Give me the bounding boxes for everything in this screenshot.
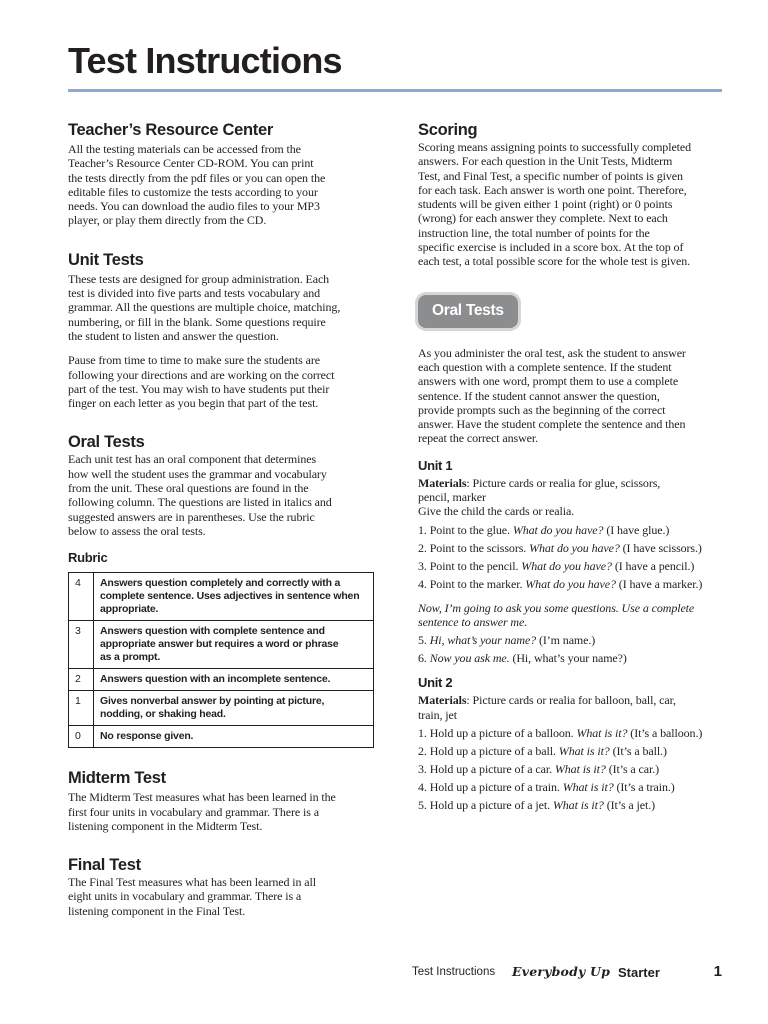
item-number: 4. bbox=[418, 576, 427, 591]
section-heading: Teacher’s Resource Center bbox=[68, 121, 273, 139]
item-answer: (I have scissors.) bbox=[622, 540, 702, 555]
item-answer: (It’s a car.) bbox=[608, 761, 660, 776]
oral-intro bbox=[418, 346, 724, 446]
note-text: sentence to answer me. bbox=[418, 614, 528, 629]
item-number: 2. bbox=[418, 743, 427, 758]
footer-level: Starter bbox=[618, 965, 660, 980]
list-item bbox=[418, 557, 724, 575]
text-line: test is divided into five parts and tests vocabulary and bbox=[68, 286, 321, 301]
item-text: Point to the glue. bbox=[429, 522, 510, 537]
text-line: listening component in the Final Test. bbox=[68, 903, 246, 918]
rubric-line: Gives nonverbal answer by pointing at picture, bbox=[100, 695, 325, 708]
text-line: Pause from time to time to make sure the students are bbox=[68, 353, 320, 368]
rubric-line: Answers question with complete sentence and bbox=[100, 625, 325, 638]
list-item bbox=[418, 796, 724, 814]
text-line: specific exercise is included in a score box. At the top of bbox=[418, 240, 684, 255]
title-divider bbox=[68, 89, 722, 92]
item-answer: (I’m name.) bbox=[538, 633, 596, 648]
text-line: provide prompts such as the beginning of the correct bbox=[418, 402, 666, 417]
item-text: Hold up a picture of a car. bbox=[429, 761, 552, 776]
rubric-description bbox=[94, 620, 374, 668]
text-line: Teacher’s Resource Center CD-ROM. You can print bbox=[68, 156, 314, 171]
materials-text: : Picture cards or realia for glue, scissors, bbox=[466, 475, 661, 490]
text-line: These tests are designed for group administration. Each bbox=[68, 271, 330, 286]
note-line bbox=[418, 601, 724, 615]
page-number: 1 bbox=[713, 963, 722, 980]
materials-text: : Picture cards or realia for balloon, ball, car, bbox=[466, 693, 676, 708]
rubric-score: 0 bbox=[68, 725, 94, 748]
materials-line bbox=[418, 693, 724, 707]
section-heading: Scoring bbox=[418, 121, 478, 139]
footer-brand: Everybody Up bbox=[512, 964, 611, 979]
item-answer: (It’s a train.) bbox=[616, 779, 675, 794]
materials-label: Materials bbox=[418, 475, 467, 490]
rubric-line: appropriate answer but requires a word or phrase bbox=[100, 638, 339, 651]
list-item bbox=[418, 778, 724, 796]
rubric-line: Answers question completely and correctly with a bbox=[100, 577, 341, 590]
text-line: below to assess the oral tests. bbox=[68, 523, 206, 538]
rubric-table bbox=[68, 572, 374, 748]
text-line: following column. The questions are listed in italics and bbox=[68, 495, 332, 510]
item-text: Hold up a picture of a balloon. bbox=[429, 725, 574, 740]
list-item bbox=[418, 575, 724, 593]
item-answer: (I have a pencil.) bbox=[614, 558, 695, 573]
item-number: 3. bbox=[418, 558, 427, 573]
text-line: As you administer the oral test, ask the student to answer bbox=[418, 345, 686, 360]
item-number: 6. bbox=[418, 651, 427, 666]
text-line: suggested answers are in parentheses. Use the rubric bbox=[68, 509, 315, 524]
rubric-score: 2 bbox=[68, 668, 94, 690]
oral-tests-section bbox=[68, 432, 378, 538]
text-line: for each task. Each answer is worth one point. Therefore, bbox=[418, 182, 687, 197]
unit-tests-section bbox=[68, 250, 378, 411]
rubric-heading: Rubric bbox=[68, 550, 108, 566]
text-line: listening component in the Midterm Test. bbox=[68, 818, 263, 833]
rubric-description bbox=[94, 725, 374, 748]
item-question: What is it? bbox=[552, 797, 604, 812]
item-number: 1. bbox=[418, 725, 427, 740]
table-row bbox=[68, 620, 374, 668]
item-question: Hi, what’s your name? bbox=[429, 633, 537, 648]
rubric-description bbox=[94, 572, 374, 620]
note-line bbox=[418, 615, 724, 629]
list-item bbox=[418, 760, 724, 778]
text-line: answers. For each question in the Unit Tests, Midterm bbox=[418, 154, 673, 169]
list-item bbox=[418, 649, 724, 667]
instruction-line: Give the child the cards or realia. bbox=[418, 504, 575, 519]
final-section bbox=[68, 855, 378, 918]
text-line: following your directions and are working on the correct bbox=[68, 367, 335, 382]
text-line: repeat the correct answer. bbox=[418, 431, 538, 446]
item-number: 5. bbox=[418, 797, 427, 812]
text-line: All the testing materials can be accessed from the bbox=[68, 142, 301, 156]
materials-line: train, jet bbox=[418, 707, 457, 722]
item-question: What do you have? bbox=[529, 540, 620, 555]
materials-line: pencil, marker bbox=[418, 490, 486, 505]
list-item bbox=[418, 521, 724, 539]
text-line: first four units in vocabulary and grammar. There is a bbox=[68, 804, 319, 819]
item-text: Point to the scissors. bbox=[429, 540, 527, 555]
table-row bbox=[68, 572, 374, 620]
text-line: the student to listen and answer the question. bbox=[68, 328, 279, 343]
item-answer: (It’s a jet.) bbox=[606, 797, 656, 812]
item-text: Point to the marker. bbox=[429, 576, 523, 591]
table-row bbox=[68, 725, 374, 748]
rubric-score: 4 bbox=[68, 572, 94, 620]
text-line: numbering, or fill in the blank. Some questions require bbox=[68, 314, 326, 329]
text-line: from the unit. These oral questions are found in the bbox=[68, 481, 309, 496]
rubric-description bbox=[94, 690, 374, 725]
text-line: each question with a complete sentence. If the student bbox=[418, 359, 672, 374]
rubric-line: complete sentence. Uses adjectives in sentence when bbox=[100, 590, 360, 603]
rubric-line: Answers question with an incomplete sentence. bbox=[100, 673, 331, 686]
item-answer: (I have a marker.) bbox=[618, 576, 703, 591]
text-line: how well the student uses the grammar and vocabulary bbox=[68, 466, 327, 481]
section-heading: Oral Tests bbox=[68, 433, 145, 452]
item-question: What do you have? bbox=[525, 576, 616, 591]
note-text: Now, I’m going to ask you some questions. Use a complete bbox=[418, 600, 695, 615]
text-line: answers with one word, prompt them to use a complete bbox=[418, 374, 679, 389]
text-line: answer. Have the student complete the sentence and then bbox=[418, 417, 686, 432]
text-line: students will be given either 1 point (right) or 0 points bbox=[418, 197, 673, 212]
rubric-line: nodding, or shaking head. bbox=[100, 708, 226, 721]
text-line: instruction line, the total number of points for the bbox=[418, 225, 650, 240]
right-column bbox=[418, 120, 724, 814]
oral-tests-badge: Oral Tests bbox=[418, 295, 518, 328]
item-question: What is it? bbox=[562, 779, 614, 794]
text-line: the tests directly from the pdf files or you can open the bbox=[68, 170, 326, 185]
page-title: Test Instructions bbox=[68, 40, 342, 81]
item-question: What is it? bbox=[558, 743, 610, 758]
item-number: 4. bbox=[418, 779, 427, 794]
item-text: Hold up a picture of a ball. bbox=[429, 743, 556, 758]
text-line: sentence. If the student cannot answer the question, bbox=[418, 388, 660, 403]
item-answer: (It’s a balloon.) bbox=[630, 725, 703, 740]
item-answer: (Hi, what’s your name?) bbox=[512, 651, 627, 666]
text-line: Test, and Final Test, a specific number of points is given bbox=[418, 168, 683, 183]
section-heading: Midterm Test bbox=[68, 769, 166, 788]
item-answer: (It’s a ball.) bbox=[612, 743, 667, 758]
midterm-section bbox=[68, 768, 378, 833]
rubric-score: 1 bbox=[68, 690, 94, 725]
text-line: The Midterm Test measures what has been learned in the bbox=[68, 790, 336, 805]
item-number: 1. bbox=[418, 522, 427, 537]
rubric-line: as a prompt. bbox=[100, 651, 161, 664]
rubric-line: appropriate. bbox=[100, 603, 159, 616]
item-question: Now you ask me. bbox=[429, 651, 510, 666]
item-answer: (I have glue.) bbox=[606, 522, 670, 537]
materials-label: Materials bbox=[418, 693, 467, 708]
item-text: Point to the pencil. bbox=[429, 558, 519, 573]
page-footer bbox=[412, 964, 722, 984]
unit-2-heading: Unit 2 bbox=[418, 675, 453, 691]
rubric-line: No response given. bbox=[100, 730, 194, 743]
list-item bbox=[418, 539, 724, 557]
text-line: needs. You can download the audio files to your MP3 bbox=[68, 199, 320, 214]
item-question: What is it? bbox=[554, 761, 606, 776]
text-line: (wrong) for each answer they complete. Next to each bbox=[418, 211, 668, 226]
unit-1-heading: Unit 1 bbox=[418, 457, 453, 473]
list-item bbox=[418, 742, 724, 760]
text-line: player, or play them directly from the CD. bbox=[68, 213, 267, 228]
left-column bbox=[68, 120, 378, 918]
text-line: grammar. All the questions are multiple choice, matching, bbox=[68, 300, 341, 315]
resource-center-section bbox=[68, 120, 378, 228]
table-row bbox=[68, 690, 374, 725]
text-line: eight units in vocabulary and grammar. There is a bbox=[68, 889, 302, 904]
section-heading: Final Test bbox=[68, 856, 141, 875]
item-number: 2. bbox=[418, 540, 427, 555]
list-item bbox=[418, 724, 724, 742]
text-line: Each unit test has an oral component that determines bbox=[68, 452, 317, 467]
text-line: Scoring means assigning points to successfully completed bbox=[418, 140, 692, 154]
section-heading: Unit Tests bbox=[68, 250, 144, 269]
item-question: What is it? bbox=[576, 725, 628, 740]
text-line: editable files to customize the tests according to your bbox=[68, 184, 318, 199]
item-number: 5. bbox=[418, 633, 427, 648]
item-question: What do you have? bbox=[512, 522, 604, 537]
text-line: finger on each letter as you begin that part of the test. bbox=[68, 396, 319, 411]
footer-section-label: Test Instructions bbox=[412, 966, 496, 978]
item-text: Hold up a picture of a train. bbox=[429, 779, 560, 794]
item-text: Hold up a picture of a jet. bbox=[429, 797, 550, 812]
item-number: 3. bbox=[418, 761, 427, 776]
text-line: each test, a total possible score for the whole test is given. bbox=[418, 254, 691, 269]
text-line: part of the test. You may wish to have students put their bbox=[68, 381, 330, 396]
item-question: What do you have? bbox=[521, 558, 612, 573]
list-item bbox=[418, 631, 724, 649]
text-line: The Final Test measures what has been learned in all bbox=[68, 875, 316, 890]
rubric-description bbox=[94, 668, 374, 690]
scoring-section bbox=[418, 120, 724, 269]
table-row bbox=[68, 668, 374, 690]
materials-line bbox=[418, 476, 724, 490]
rubric-score: 3 bbox=[68, 620, 94, 668]
